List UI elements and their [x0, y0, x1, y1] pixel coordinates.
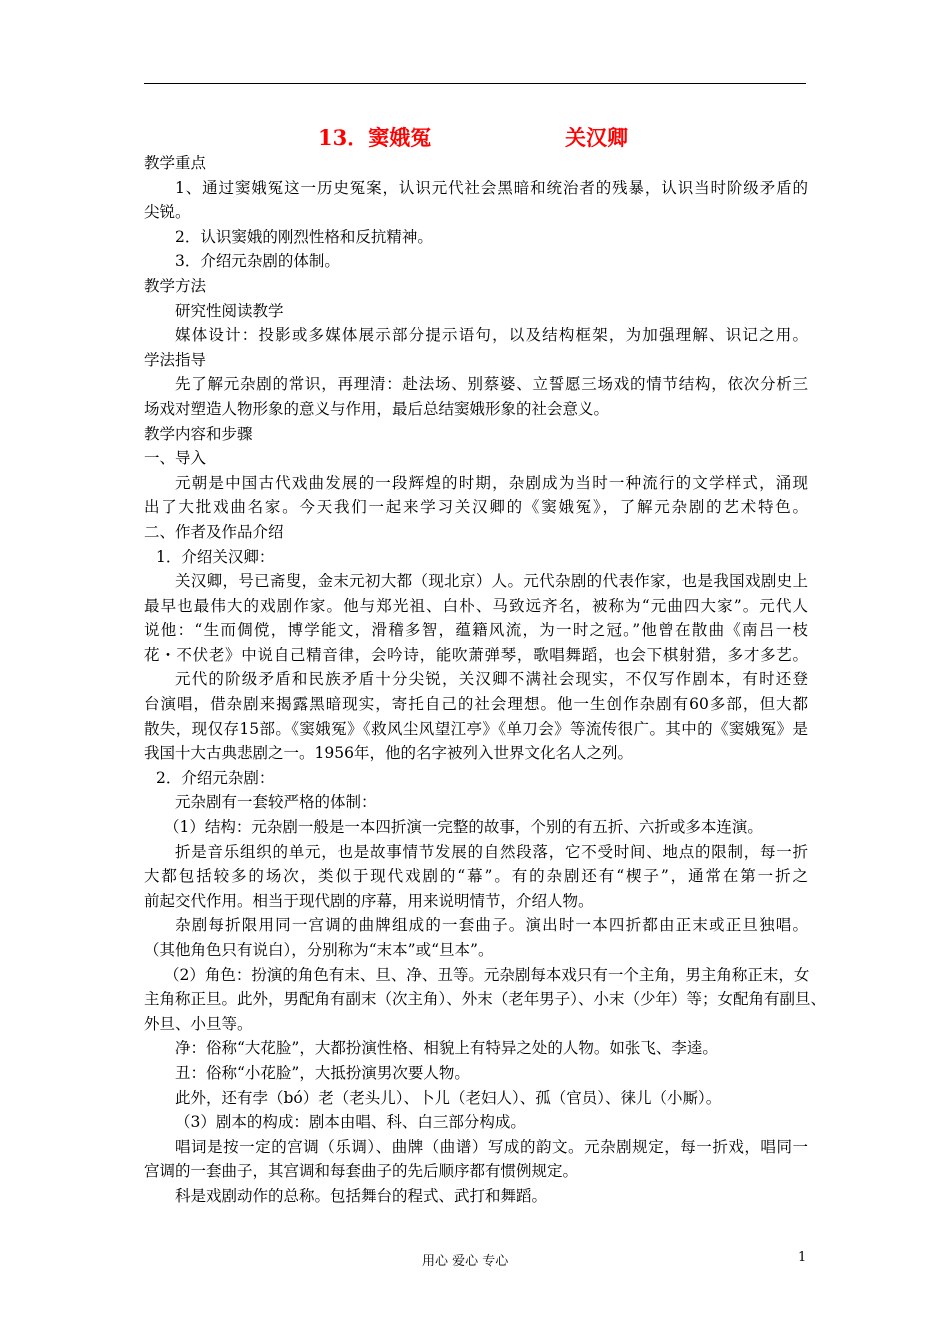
paragraph-line: （1）结构：元杂剧一般是一本四折演一完整的故事，个别的有五折、六折或多本连演。 — [164, 818, 763, 837]
paragraph-line: 场戏对塑造人物形象的意义与作用，最后总结窦娥形象的社会意义。 — [144, 399, 610, 418]
paragraph-line: 丑：俗称“小花脸”，大抵扮演男次要人物。 — [175, 1063, 470, 1082]
title-text: 13．窦娥冤 — [318, 125, 432, 150]
paragraph-line: 元杂剧有一套较严格的体制： — [175, 793, 377, 812]
heading-study-guidance: 学法指导 — [144, 350, 207, 369]
heading-teaching-focus: 教学重点 — [144, 154, 207, 172]
subsection-heading: 2．介绍元杂剧： — [156, 768, 275, 787]
paragraph-line: 出了大批戏曲名家。今天我们一起来学习关汉卿的《窦娥冤》，了解元杂剧的艺术特色。 — [144, 498, 808, 517]
page-number: 1 — [798, 1250, 807, 1265]
paragraph-line: （2）角色：扮演的角色有末、旦、净、丑等。元杂剧每本戏只有一个主角，男主角称正末，女 — [164, 965, 810, 984]
paragraph-line: （其他角色只有说白），分别称为“末本”或“旦本”。 — [144, 941, 494, 959]
paragraph-line: 宫调的一套曲子，其宫调和每套曲子的先后顺序都有惯例规定。 — [144, 1162, 579, 1181]
paragraph-line: 外旦、小旦等。 — [144, 1014, 253, 1033]
paragraph-line: 主角称正旦。此外，男配角有副末（次主角）、外末（老年男子）、小末（少年）等；女配角有副旦、 — [144, 990, 827, 1009]
document-title — [0, 122, 950, 152]
subsection-heading: 1．介绍关汉卿： — [156, 547, 275, 566]
header-rule — [144, 83, 806, 84]
paragraph-line: 2．认识窦娥的刚烈性格和反抗精神。 — [175, 227, 433, 246]
section-heading: 二、作者及作品介绍 — [144, 522, 284, 541]
paragraph-line: 散失，现仅存15部。《窦娥冤》《救风尘风望江亭》《单刀会》等流传很广。其中的《窦娥冤》是 — [144, 719, 808, 738]
paragraph-line: 唱词是按一定的宫调（乐调）、曲牌（曲谱）写成的韵文。元杂剧规定，每一折戏，唱同一 — [175, 1137, 808, 1156]
paragraph-line: 元代的阶级矛盾和民族矛盾十分尖锐，关汉卿不满社会现实，不仅写作剧本，有时还登 — [175, 670, 808, 689]
paragraph-line: 媒体设计：投影或多媒体展示部分提示语句，以及结构框架，为加强理解、识记之用。 — [175, 326, 808, 345]
heading-teaching-method: 教学方法 — [144, 276, 207, 295]
paragraph-line: 大都包括较多的场次，类似于现代戏剧的“幕”。有的杂剧还有“楔子”，通常在第一折之 — [144, 867, 808, 886]
paragraph-line: 折是音乐组织的单元，也是故事情节发展的自然段落，它不受时间、地点的限制，每一折 — [175, 842, 808, 861]
paragraph-line: 台演唱，借杂剧来揭露黑暗现实，寄托自己的社会理想。他一生创作杂剧有60多部，但大都 — [144, 695, 808, 714]
paragraph-line: 尖锐。 — [144, 203, 191, 222]
heading-teaching-steps: 教学内容和步骤 — [144, 424, 253, 443]
section-heading: 一、导入 — [144, 449, 207, 468]
document-body — [144, 151, 827, 1209]
paragraph-line: 花・不伏老》中说自己精音律，会吟诗，能吹萧弹琴，歌唱舞蹈，也会下棋射猎，多才多艺。 — [144, 645, 808, 664]
paragraph-line: 说他：“生而倜傥，博学能文，滑稽多智，蕴籍风流，为一时之冠。”他曾在散曲《南吕一枝 — [144, 621, 808, 640]
paragraph-line: 1、通过窦娥冤这一历史冤案，认识元代社会黑暗和统治者的残暴，认识当时阶级矛盾的 — [175, 178, 808, 197]
paragraph-line: 杂剧每折限用同一宫调的曲牌组成的一套曲子。演出时一本四折都由正末或正旦独唱。 — [175, 916, 808, 935]
paragraph-line: 元朝是中国古代戏曲发展的一段辉煌的时期，杂剧成为当时一种流行的文学样式，涌现 — [175, 473, 808, 492]
paragraph-line: 净：俗称“大花脸”，大都扮演性格、相貌上有特异之处的人物。如张飞、李逵。 — [175, 1039, 718, 1058]
paragraph-line: 此外，还有孛（bó）老（老头儿）、卜儿（老妇人）、孤（官员）、徕儿（小厮）。 — [175, 1088, 722, 1107]
title-author: 关汉卿 — [565, 125, 628, 150]
footer-text: 用心 爱心 专心 — [422, 1254, 509, 1269]
paragraph-line: 最早也最伟大的戏剧作家。他与郑光祖、白朴、马致远齐名，被称为“元曲四大家”。元代人 — [144, 596, 808, 615]
paragraph-line: 3．介绍元杂剧的体制。 — [175, 252, 340, 271]
paragraph-line: 先了解元杂剧的常识，再理清：赴法场、别蔡婆、立誓愿三场戏的情节结构，依次分析三 — [175, 375, 808, 394]
paragraph-line: 科是戏剧动作的总称。包括舞台的程式、武打和舞蹈。 — [175, 1186, 548, 1205]
paragraph-line: 前起交代作用。相当于现代剧的序幕，用来说明情节，介绍人物。 — [144, 891, 594, 910]
paragraph-line: （3）剧本的构成：剧本由唱、科、白三部分构成。 — [175, 1113, 526, 1132]
paragraph-line: 我国十大古典悲剧之一。1956年，他的名字被列入世界文化名人之列。 — [144, 744, 633, 763]
paragraph-line: 研究性阅读教学 — [175, 301, 284, 320]
paragraph-line: 关汉卿，号已斋叟，金末元初大都（现北京）人。元代杂剧的代表作家，也是我国戏剧史上 — [175, 572, 808, 591]
